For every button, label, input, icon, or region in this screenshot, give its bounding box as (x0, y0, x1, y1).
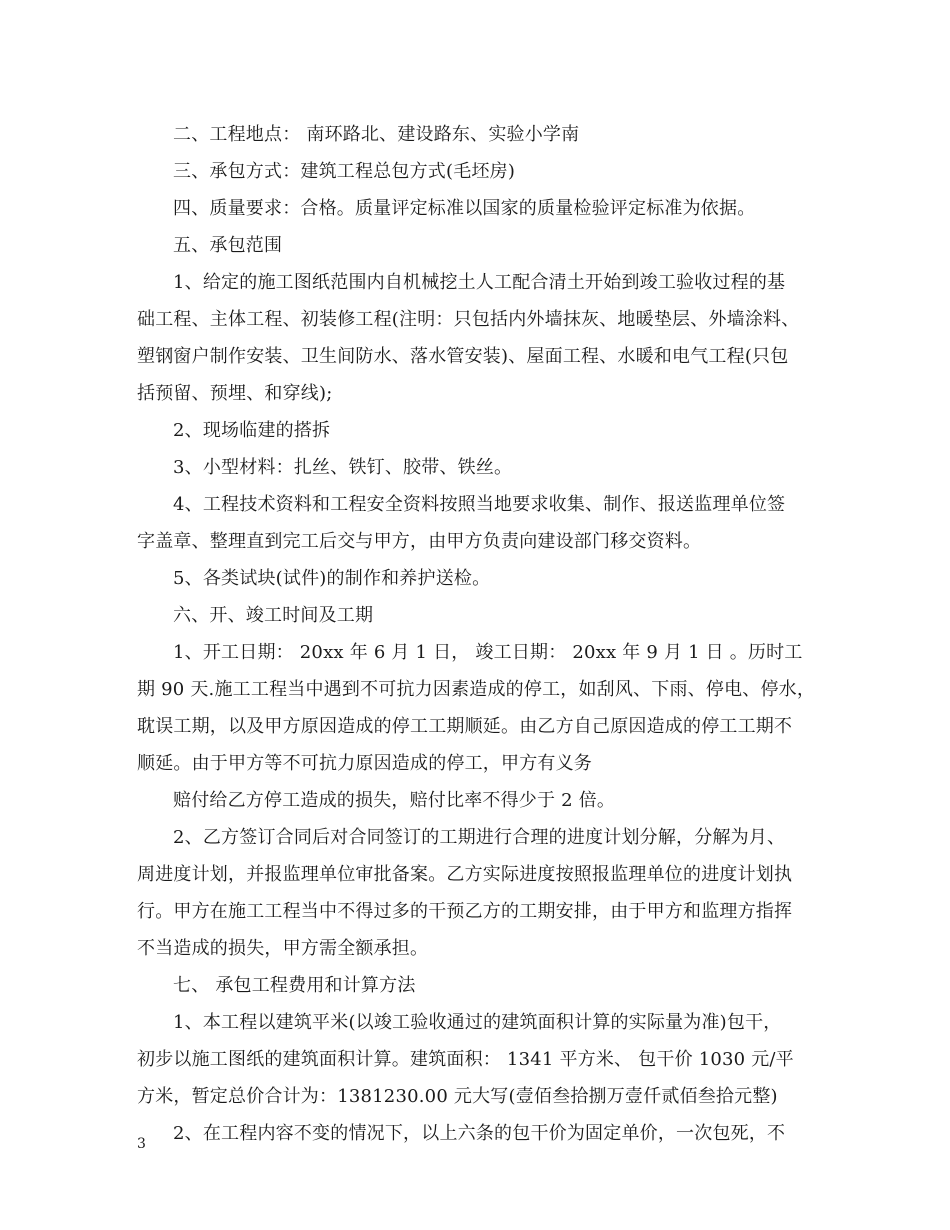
paragraph-line: 二、工程地点： 南环路北、建设路东、实验小学南 (173, 124, 580, 145)
paragraph-line: 础工程、主体工程、初装修工程(注明：只包括内外墙抹灰、地暖垫层、外墙涂料、 (137, 309, 800, 330)
paragraph-line: 1、本工程以建筑平米(以竣工验收通过的建筑面积计算的实际量为准)包干， (173, 1012, 782, 1033)
paragraph-line: 5、各类试块(试件)的制作和养护送检。 (173, 568, 491, 589)
paragraph-line: 三、承包方式：建筑工程总包方式(毛坯房) (173, 161, 516, 182)
paragraph-line: 4、工程技术资料和工程安全资料按照当地要求收集、制作、报送监理单位签 (173, 494, 786, 515)
paragraph-line: 1、开工日期： 20xx 年 6 月 1 日， 竣工日期： 20xx 年 9 月 1 日 。历时工 (173, 642, 803, 663)
paragraph-line: 不当造成的损失，甲方需全额承担。 (137, 938, 429, 959)
paragraph-line: 字盖章、整理直到完工后交与甲方，由甲方负责向建设部门移交资料。 (137, 531, 702, 552)
paragraph-line: 初步以施工图纸的建筑面积计算。建筑面积： 1341 平方米、 包干价 1030 元/平 (137, 1049, 794, 1070)
paragraph-line: 方米，暂定总价合计为：1381230.00 元大写(壹佰叁拾捌万壹仟贰佰叁拾元整) (137, 1086, 778, 1107)
paragraph-line: 1、给定的施工图纸范围内自机械挖土人工配合清土开始到竣工验收过程的基 (173, 272, 786, 293)
section-heading: 七、 承包工程费用和计算方法 (173, 975, 416, 996)
paragraph-line: 括预留、预埋、和穿线); (137, 383, 333, 404)
paragraph-line: 四、质量要求：合格。质量评定标准以国家的质量检验评定标准为依据。 (173, 198, 756, 219)
paragraph-line: 赔付给乙方停工造成的损失，赔付比率不得少于 2 倍。 (173, 790, 616, 811)
paragraph-line: 周进度计划，并报监理单位审批备案。乙方实际进度按照报监理单位的进度计划执 (137, 864, 793, 885)
paragraph-line: 耽误工期，以及甲方原因造成的停工工期顺延。由乙方自己原因造成的停工工期不 (137, 716, 793, 737)
paragraph-line: 3、小型材料：扎丝、铁钉、胶带、铁丝。 (173, 457, 513, 478)
paragraph-line: 2、乙方签订合同后对合同签订的工期进行合理的进度计划分解，分解为月、 (173, 827, 786, 848)
paragraph-line: 2、在工程内容不变的情况下，以上六条的包干价为固定单价，一次包死，不 (173, 1123, 786, 1144)
page-number: 3 (137, 1136, 146, 1152)
section-heading: 五、承包范围 (173, 235, 283, 256)
paragraph-line: 顺延。由于甲方等不可抗力原因造成的停工，甲方有义务 (137, 753, 592, 774)
paragraph-line: 塑钢窗户制作安装、卫生间防水、落水管安装)、屋面工程、水暖和电气工程(只包 (137, 346, 789, 367)
paragraph-line: 行。甲方在施工工程当中不得过多的干预乙方的工期安排，由于甲方和监理方指挥 (137, 901, 793, 922)
section-heading: 六、开、竣工时间及工期 (173, 605, 374, 626)
document-body (137, 116, 827, 1152)
paragraph-line: 期 90 天.施工工程当中遇到不可抗力因素造成的停工，如刮风、下雨、停电、停水， (137, 679, 816, 700)
paragraph-line: 2、现场临建的搭拆 (173, 420, 331, 441)
